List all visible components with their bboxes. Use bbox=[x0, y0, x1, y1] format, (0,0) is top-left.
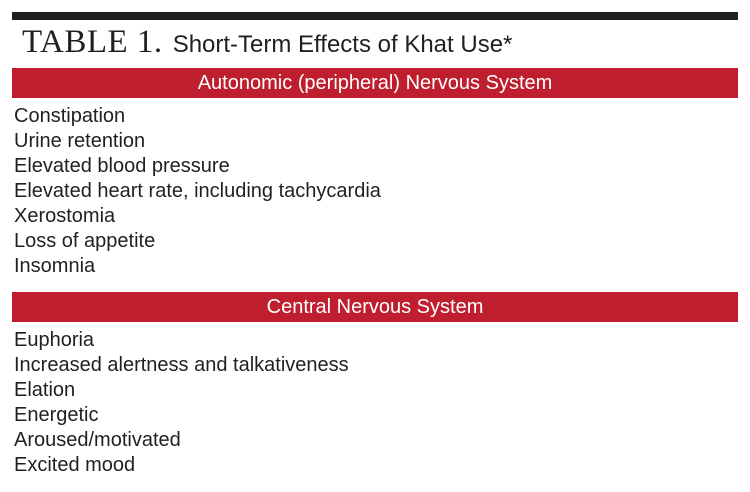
effects-list bbox=[12, 328, 738, 478]
effects-list bbox=[12, 104, 738, 279]
list-item: Energetic bbox=[14, 404, 99, 426]
table-title-text: Short-Term Effects of Khat Use* bbox=[172, 31, 513, 58]
list-item: Aroused/motivated bbox=[14, 429, 181, 451]
table-title bbox=[22, 24, 512, 64]
list-item: Elevated blood pressure bbox=[14, 155, 230, 177]
section-header: Central Nervous System bbox=[12, 292, 738, 322]
list-item: Xerostomia bbox=[14, 205, 116, 227]
list-item: Elation bbox=[14, 379, 76, 401]
list-item: Elevated heart rate, including tachycardia bbox=[14, 180, 381, 202]
section-header: Autonomic (peripheral) Nervous System bbox=[12, 68, 738, 98]
list-item: Euphoria bbox=[14, 329, 95, 351]
list-item: Insomnia bbox=[14, 255, 96, 277]
list-item: Loss of appetite bbox=[14, 230, 156, 252]
section-autonomic-nervous-system bbox=[12, 68, 738, 279]
top-rule bbox=[12, 12, 738, 20]
list-item: Increased alertness and talkativeness bbox=[14, 354, 349, 376]
table-label: TABLE 1. bbox=[22, 24, 163, 60]
list-item: Urine retention bbox=[14, 130, 146, 152]
section-central-nervous-system bbox=[12, 292, 738, 478]
list-item: Constipation bbox=[14, 105, 126, 127]
list-item: Excited mood bbox=[14, 454, 136, 476]
